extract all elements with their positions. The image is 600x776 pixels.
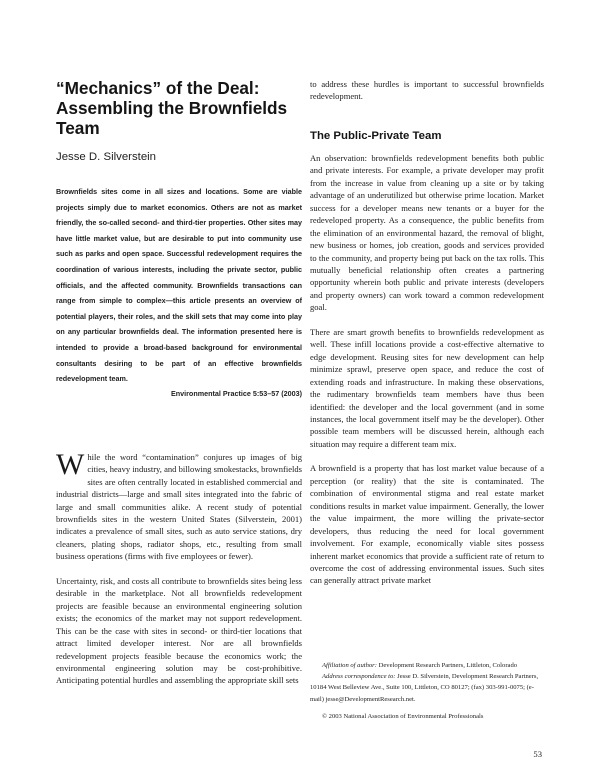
footnote: [310, 660, 544, 722]
copyright-note: © 2003 National Association of Environmental Professionals: [322, 712, 484, 720]
affiliation-label: Affiliation of author:: [322, 662, 377, 669]
paragraph-uncertainty: Uncertainty, risk, and costs all contribute to brownfields sites being less desirable in the marketplace. Not all brownfields redevelopment projects are feasible because an environmental engineering solution exists; the economics of the market may not support redevelopment. This can be the case with sites in second- or third-tier locations that attract limited developer interest. Nor are all brownfields redevelopment projects feasible because the economics work; the environmental engineering solution may be cost-prohibitive. Anticipating potential hurdles and assembling the appropriate skill sets: [56, 575, 302, 686]
page-number: 53: [533, 749, 542, 759]
intro-text: hile the word “contamination” conjures up images of big cities, heavy industry, and billowing smokestacks, brownfields sites are often centrally located in established commercial and industrial districts—large and small sites integrated into the fabric of large and small communities alike. A recent study of potential brownfields sites in the western United States (Silverstein, 2001) indicates a prevalence of small sites, such as auto service stations, dry cleaners, plating shops, radiator shops, etc., resulting from small business operations (firms with five employees or fewer).: [56, 451, 302, 562]
abstract: Brownfields sites come in all sizes and locations. Some are viable projects simply due to market economics. Others are not as market friendly, the so-called second- and third-tier properties. Other sites may have little market value, but are desirable to put into community use such as parks and open space. Successful redevelopment requires the coordination of various interests, including the private sector, public officials, and the affected community. Brownfields transactions can range from simple to complex—this article presents an overview of potential players, their roles, and the skill sets that may come into play on any particular brownfields deal. The information presented here is intended to provide a broad-based background for environmental consultants desiring to be part of an effective brownfields redevelopment team.: [56, 187, 302, 384]
paragraph-observation: An observation: brownfields redevelopment benefits both public and private interests. For example, a private developer may profit from the increase in value from cleaning up a site or by taking advantage of an underutilized but otherwise prime location. Market success for a developer means new tenants or a buyer for the redeveloped property. As a consequence, the public benefits from the elimination of an environmental hazard, the removal of blight, new business or homes, job creation, goods and services provided to the community, and property being put back on the tax rolls. This mutually beneficial relationship often creates a partnering opportunity wherein both public and private interests (developers and property owners) can work toward a common redevelopment goal.: [310, 152, 544, 313]
article-title: [56, 78, 302, 138]
intro-paragraph: [56, 447, 302, 563]
title-line-2: Assembling the Brownfields Team: [56, 98, 288, 138]
affiliation-note: [310, 660, 544, 671]
title-line-1: “Mechanics” of the Deal:: [56, 78, 260, 98]
left-column: [56, 78, 302, 687]
paragraph-smart-growth: There are smart growth benefits to brownfields redevelopment as well. These infill locations provide a cost-effective alternative to edge development. Reusing sites for new development can help minimize sprawl, preserve open space, and reduce the cost of extending roads and infrastructure. In making these observations, the rudimentary brownfields team members have thus been identified: the developer and the local government (and in some instances, the local government itself may be the developer). Other possible team members will be discussed herein, although each situation may require a different team mix.: [310, 326, 544, 449]
drop-cap: W: [56, 447, 85, 481]
affiliation-text: Development Research Partners, Littleton, Colorado: [376, 662, 518, 669]
author-name: Jesse D. Silverstein: [56, 151, 157, 163]
address-text: Jesse D. Silverstein, Development Research Partners, 10184 West Belleview Ave., Suite 100, Littleton, CO 80127; (fax) 303-991-0075; (e-mail) jesse@DevelopmentResearch.net.: [310, 673, 539, 703]
section-heading: The Public-Private Team: [310, 129, 442, 142]
address-label: Address correspondence to:: [322, 673, 396, 681]
paragraph-brownfield-definition: A brownfield is a property that has lost market value because of a perception (or reality) that the site is contaminated. The combination of environmental stigma and real estate market conditions results in market value impairment. Generally, the lower the value impairment, the more willing the private-sector developers, thus reducing the need for local government involvement. For example, economically viable sites possess inherent market economics that provide a sufficient rate of return to overcome the cost of addressing environmental issues. Such sites can generally attract private market: [310, 463, 544, 586]
paragraph-continuation: to address these hurdles is important to successful brownfields redevelopment.: [310, 79, 544, 102]
address-note: [310, 671, 544, 705]
journal-citation: Environmental Practice 5:53–57 (2003): [170, 388, 302, 398]
right-column: [310, 78, 544, 587]
